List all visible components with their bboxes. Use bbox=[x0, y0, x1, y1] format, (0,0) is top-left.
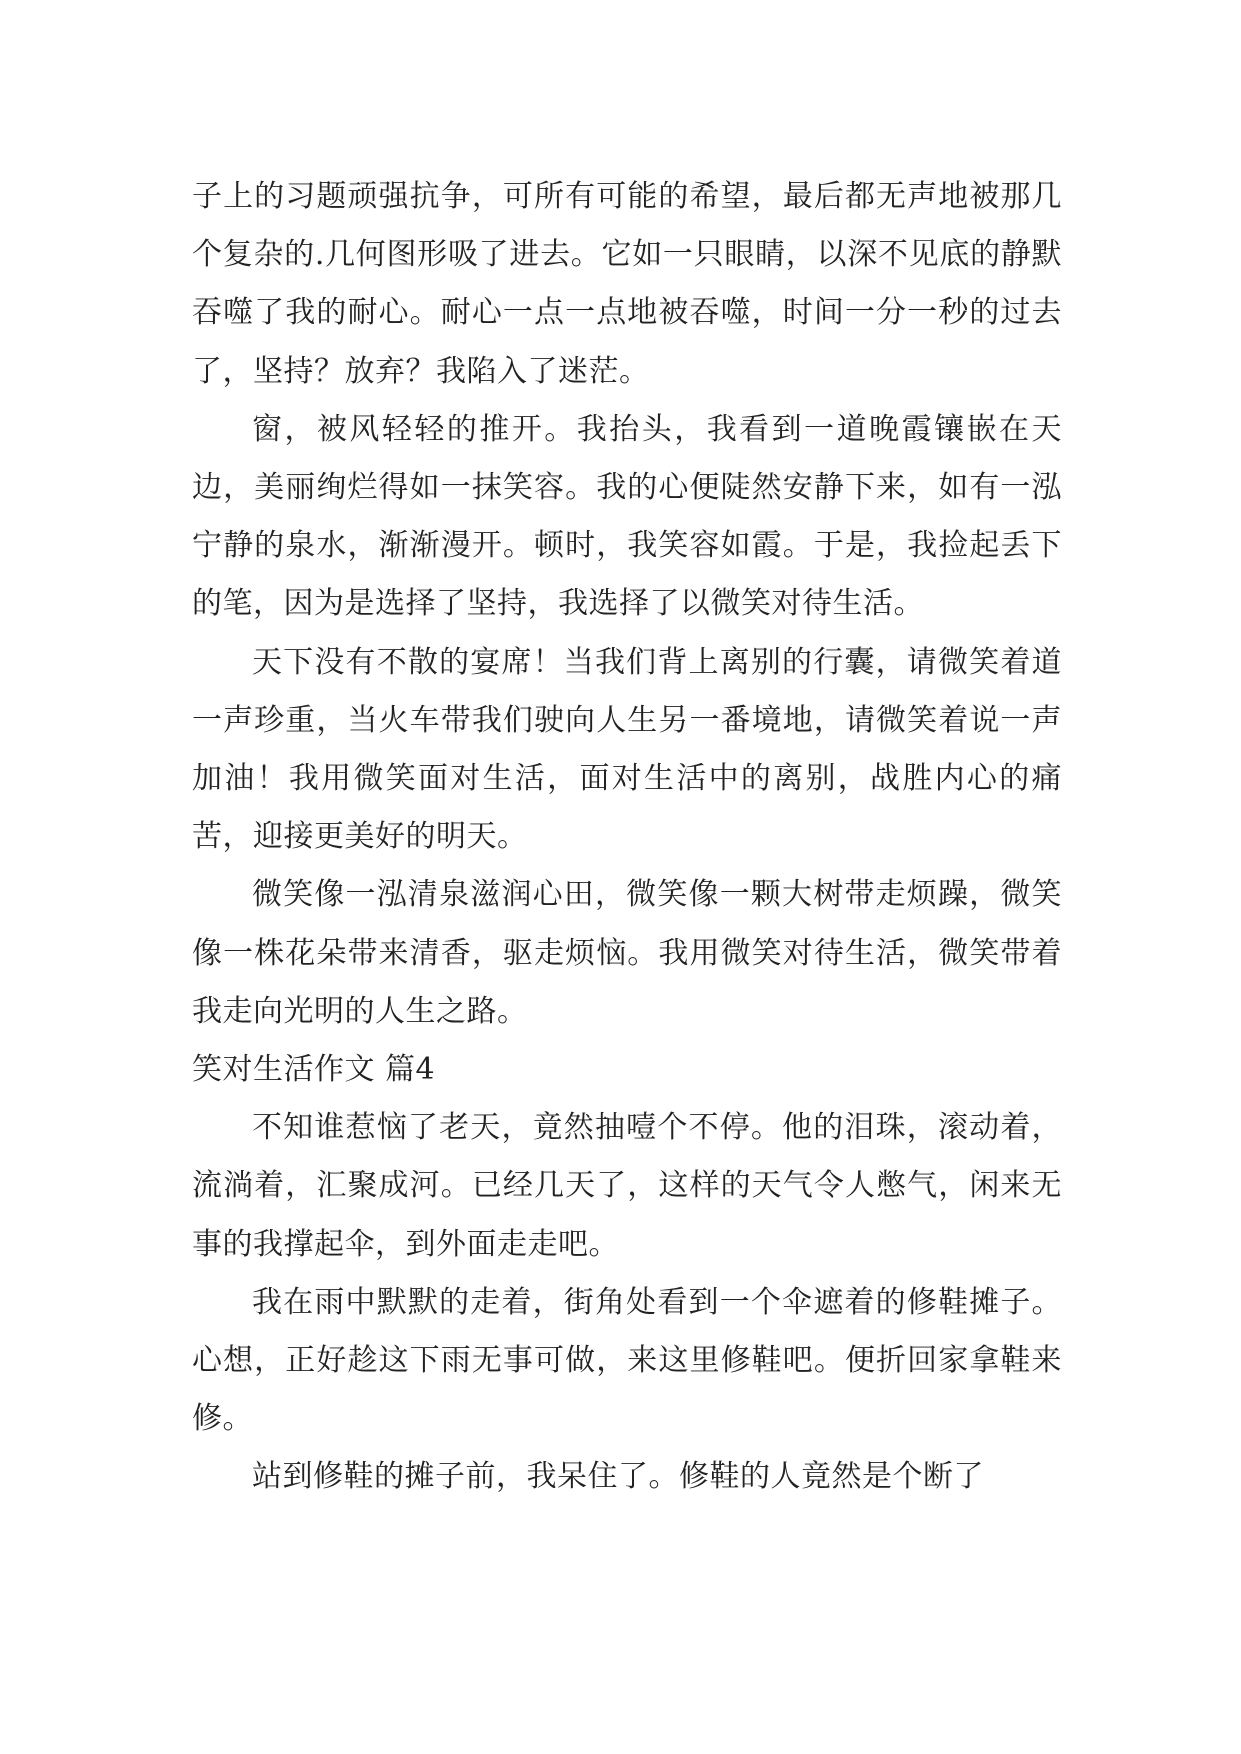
paragraph-7: 站到修鞋的摊子前，我呆住了。修鞋的人竟然是个断了 bbox=[252, 1459, 984, 1495]
paragraph-4: 微笑像一泓清泉滋润心田，微笑像一颗大树带走烦躁，微笑像一株花朵带来清香，驱走烦恼。我用微笑对待生活，微笑带着我走向光明的人生之路。 bbox=[192, 877, 1062, 1029]
paragraph-5: 不知谁惹恼了老天，竟然抽噎个不停。他的泪珠，滚动着，流淌着，汇聚成河。已经几天了，这样的天气令人憋气，闲来无事的我撑起伞，到外面走走吧。 bbox=[192, 1110, 1062, 1262]
section-heading: 笑对生活作文 篇4 bbox=[192, 1052, 436, 1088]
document-page bbox=[192, 168, 1062, 1507]
paragraph-1: 子上的习题顽强抗争，可所有可能的希望，最后都无声地被那几个复杂的.几何图形吸了进去。它如一只眼睛，以深不见底的静默吞噬了我的耐心。耐心一点一点地被吞噬，时间一分一秒的过去了，坚持？放弃？我陷入了迷茫。 bbox=[192, 179, 1062, 389]
paragraph-6: 我在雨中默默的走着，街角处看到一个伞遮着的修鞋摊子。心想，正好趁这下雨无事可做，来这里修鞋吧。便折回家拿鞋来修。 bbox=[192, 1284, 1062, 1437]
paragraph-2: 窗，被风轻轻的推开。我抬头，我看到一道晚霞镶嵌在天边，美丽绚烂得如一抹笑容。我的心便陡然安静下来，如有一泓宁静的泉水，渐渐漫开。顿时，我笑容如霞。于是，我捡起丢下的笔，因为是选择了坚持，我选择了以微笑对待生活。 bbox=[192, 411, 1062, 622]
paragraph-3: 天下没有不散的宴席！当我们背上离别的行囊，请微笑着道一声珍重，当火车带我们驶向人生另一番境地，请微笑着说一声加油！我用微笑面对生活，面对生活中的离别，战胜内心的痛苦，迎接更美好的明天。 bbox=[192, 644, 1062, 855]
